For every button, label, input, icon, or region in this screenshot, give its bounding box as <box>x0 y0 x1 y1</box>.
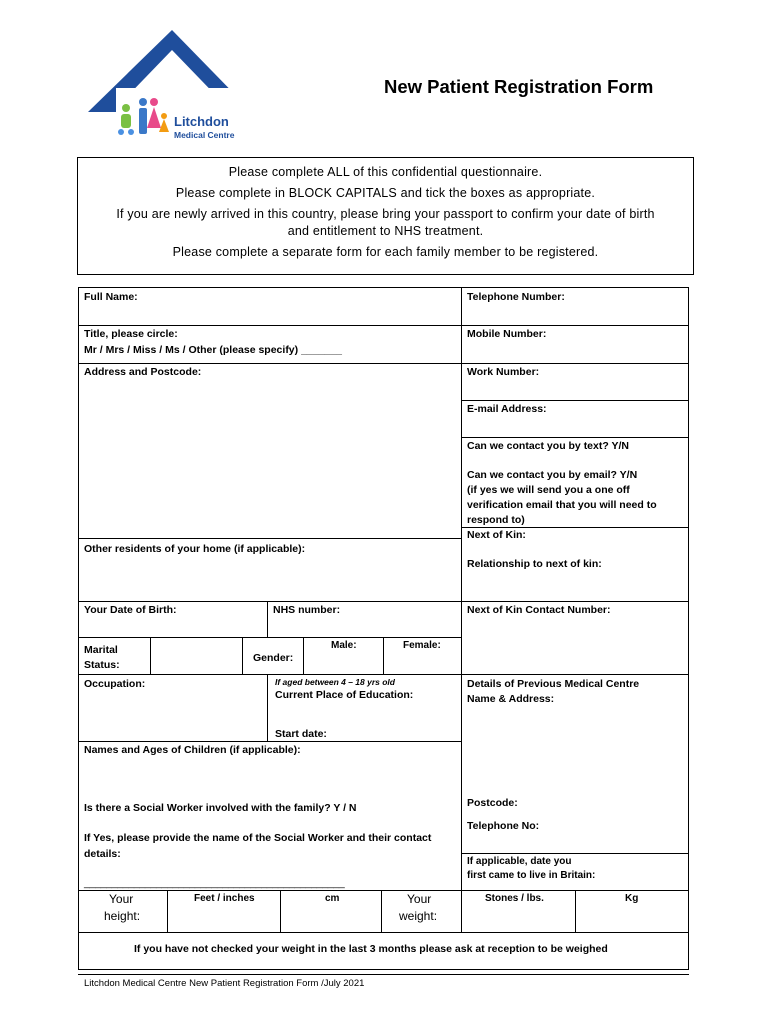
title-label: Title, please circle: <box>84 328 178 340</box>
dob-label: Your Date of Birth: <box>84 604 177 616</box>
mobile-label: Mobile Number: <box>467 328 547 340</box>
gender-label: Gender: <box>253 652 294 664</box>
social-worker-name-label: If Yes, please provide the name of the Social Worker and their contact <box>84 832 432 844</box>
email-note-line-1: (if yes we will send you a one off <box>467 484 630 496</box>
logo-subtitle: Medical Centre <box>174 130 235 140</box>
relationship-label: Relationship to next of kin: <box>467 558 602 570</box>
marital-status-field[interactable] <box>150 637 243 675</box>
footer-rule <box>78 974 689 975</box>
previous-centre-label-2: Name & Address: <box>467 693 555 705</box>
email-note-line-2: verification email that you will need to <box>467 499 657 511</box>
text-contact-label[interactable]: Can we contact you by text? Y/N <box>467 440 630 452</box>
intro-line-3: If you are newly arrived in this country, please bring your passport to confirm your date of birth <box>116 207 655 221</box>
logo-name: Litchdon <box>174 114 229 129</box>
previous-telephone-label: Telephone No: <box>467 820 540 832</box>
intro-line-1: Please complete ALL of this confidential questionnaire. <box>228 165 543 179</box>
social-worker-line[interactable]: _______________________________________________ <box>84 877 345 889</box>
uk-arrival-label-1: If applicable, date you <box>467 856 572 867</box>
cm-label: cm <box>325 893 340 904</box>
uk-arrival-label-2: first came to live in Britain: <box>467 870 596 881</box>
page-title: New Patient Registration Form <box>384 76 654 97</box>
address-field[interactable] <box>78 363 462 539</box>
weight-label-2: weight: <box>399 909 438 923</box>
social-worker-details-label: details: <box>84 848 121 860</box>
status-label: Status: <box>84 659 120 671</box>
height-label-2: height: <box>104 909 141 923</box>
female-label: Female: <box>403 640 441 651</box>
address-label: Address and Postcode: <box>84 366 202 378</box>
footer-text: Litchdon Medical Centre New Patient Registration Form /July 2021 <box>84 978 365 989</box>
weight-label-1: Your <box>407 892 432 906</box>
education-label: Current Place of Education: <box>275 689 414 701</box>
weigh-note: If you have not checked your weight in the last 3 months please ask at reception to be weighed <box>134 943 608 955</box>
male-label: Male: <box>331 640 357 651</box>
telephone-label: Telephone Number: <box>467 291 565 303</box>
stones-label: Stones / lbs. <box>485 893 544 904</box>
intro-line-2: Please complete in BLOCK CAPITALS and tick the boxes as appropriate. <box>175 186 596 200</box>
occupation-label: Occupation: <box>84 678 146 690</box>
title-options[interactable]: Mr / Mrs / Miss / Ms / Other (please specify) _______ <box>84 344 342 356</box>
intro-box <box>77 157 694 275</box>
height-label-1: Your <box>109 892 134 906</box>
kin-contact-label: Next of Kin Contact Number: <box>467 604 611 616</box>
email-contact-label[interactable]: Can we contact you by email? Y/N <box>467 469 638 481</box>
start-date-label: Start date: <box>275 728 327 740</box>
intro-line-4: and entitlement to NHS treatment. <box>287 224 484 238</box>
nhs-number-label: NHS number: <box>273 604 341 616</box>
children-label: Names and Ages of Children (if applicable): <box>84 744 301 756</box>
email-note-line-3: respond to) <box>467 514 525 526</box>
full-name-label: Full Name: <box>84 291 138 303</box>
previous-centre-label-1: Details of Previous Medical Centre <box>467 678 640 690</box>
marital-label: Marital <box>84 644 118 656</box>
social-worker-label[interactable]: Is there a Social Worker involved with the family? Y / N <box>84 802 357 814</box>
work-number-label: Work Number: <box>467 366 540 378</box>
intro-line-5: Please complete a separate form for each family member to be registered. <box>172 245 599 259</box>
aged-note: If aged between 4 – 18 yrs old <box>275 677 395 687</box>
kg-label: Kg <box>625 893 639 904</box>
next-of-kin-label: Next of Kin: <box>467 529 526 541</box>
feet-inches-label: Feet / inches <box>194 893 255 904</box>
postcode-label: Postcode: <box>467 797 518 809</box>
email-label: E-mail Address: <box>467 403 547 415</box>
other-residents-label: Other residents of your home (if applicable): <box>84 543 306 555</box>
children-field[interactable] <box>78 741 462 891</box>
clinic-logo <box>88 28 256 146</box>
